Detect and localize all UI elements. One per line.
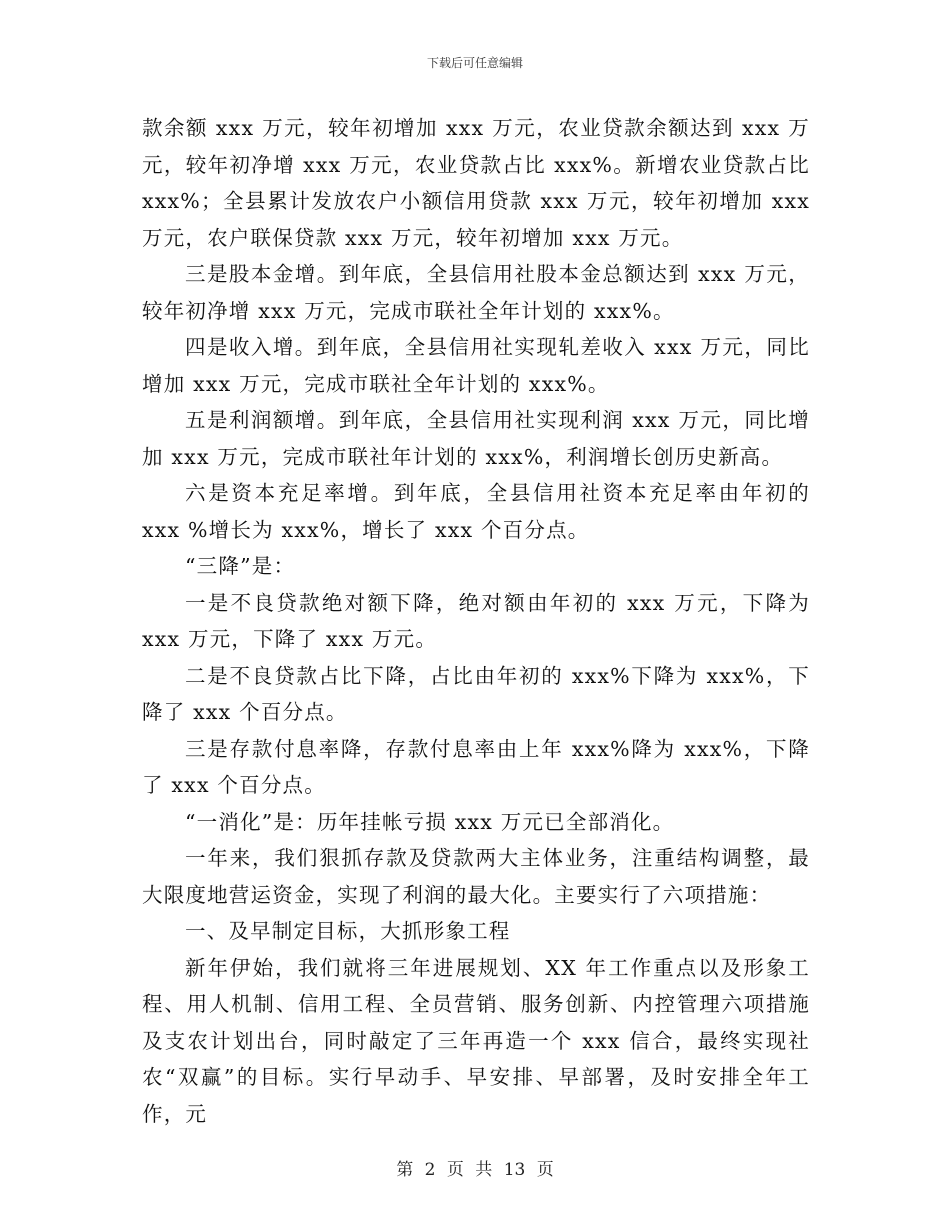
document-body <box>142 110 810 1132</box>
paragraph-4: 五是利润额增。到年底，全县信用社实现利润 xxx 万元，同比增加 xxx 万元，完成市联社年计划的 xxx%，利润增长创历史新高。 <box>142 408 810 469</box>
paragraph-2: 三是股本金增。到年底，全县信用社股本金总额达到 xxx 万元，较年初净增 xxx 万元，完成市联社全年计划的 xxx%。 <box>142 262 810 323</box>
paragraph-5: 六是资本充足率增。到年底，全县信用社资本充足率由年初的 xxx %增长为 xxx%，增长了 xxx 个百分点。 <box>142 481 810 542</box>
page-number-footer: 第 2 页 共 13 页 <box>396 1160 554 1180</box>
paragraph-8: 二是不良贷款占比下降，占比由年初的 xxx%下降为 xxx%，下降了 xxx 个百分点。 <box>142 663 810 724</box>
paragraph-6: “三降”是： <box>185 554 296 578</box>
paragraph-3: 四是收入增。到年底，全县信用社实现轧差收入 xxx 万元，同比增加 xxx 万元，完成市联社全年计划的 xxx%。 <box>142 335 810 396</box>
paragraph-7: 一是不良贷款绝对额下降，绝对额由年初的 xxx 万元，下降为 xxx 万元，下降了 xxx 万元。 <box>142 590 810 651</box>
paragraph-10: “一消化”是：历年挂帐亏损 xxx 万元已全部消化。 <box>185 809 675 834</box>
paragraph-13: 新年伊始，我们就将三年进展规划、XX 年工作重点以及形象工程、用人机制、信用工程、全员营销、服务创新、内控管理六项措施及支农计划出台，同时敲定了三年再造一个 xxx 信合，最终实现社农“双赢”的目标。实行早动手、早安排、早部署，及时安排全年工作，元 <box>142 955 810 1126</box>
paragraph-9: 三是存款付息率降，存款付息率由上年 xxx%降为 xxx%，下降了 xxx 个百分点。 <box>142 736 810 797</box>
paragraph-1: 款余额 xxx 万元，较年初增加 xxx 万元，农业贷款余额达到 xxx 万元，较年初净增 xxx 万元，农业贷款占比 xxx%。新增农业贷款占比 xxx%；全县累计发放农户小额信用贷款 xxx 万元，较年初增加 xxx 万元，农户联保贷款 xxx 万元，较年初增加 xxx 万元。 <box>142 116 810 250</box>
page-header-note: 下载后可任意编辑 <box>426 56 523 70</box>
section-heading: 一、及早制定目标，大抓形象工程 <box>185 919 511 943</box>
paragraph-11: 一年来，我们狠抓存款及贷款两大主体业务，注重结构调整，最大限度地营运资金，实现了利润的最大化。主要实行了六项措施： <box>142 846 810 907</box>
